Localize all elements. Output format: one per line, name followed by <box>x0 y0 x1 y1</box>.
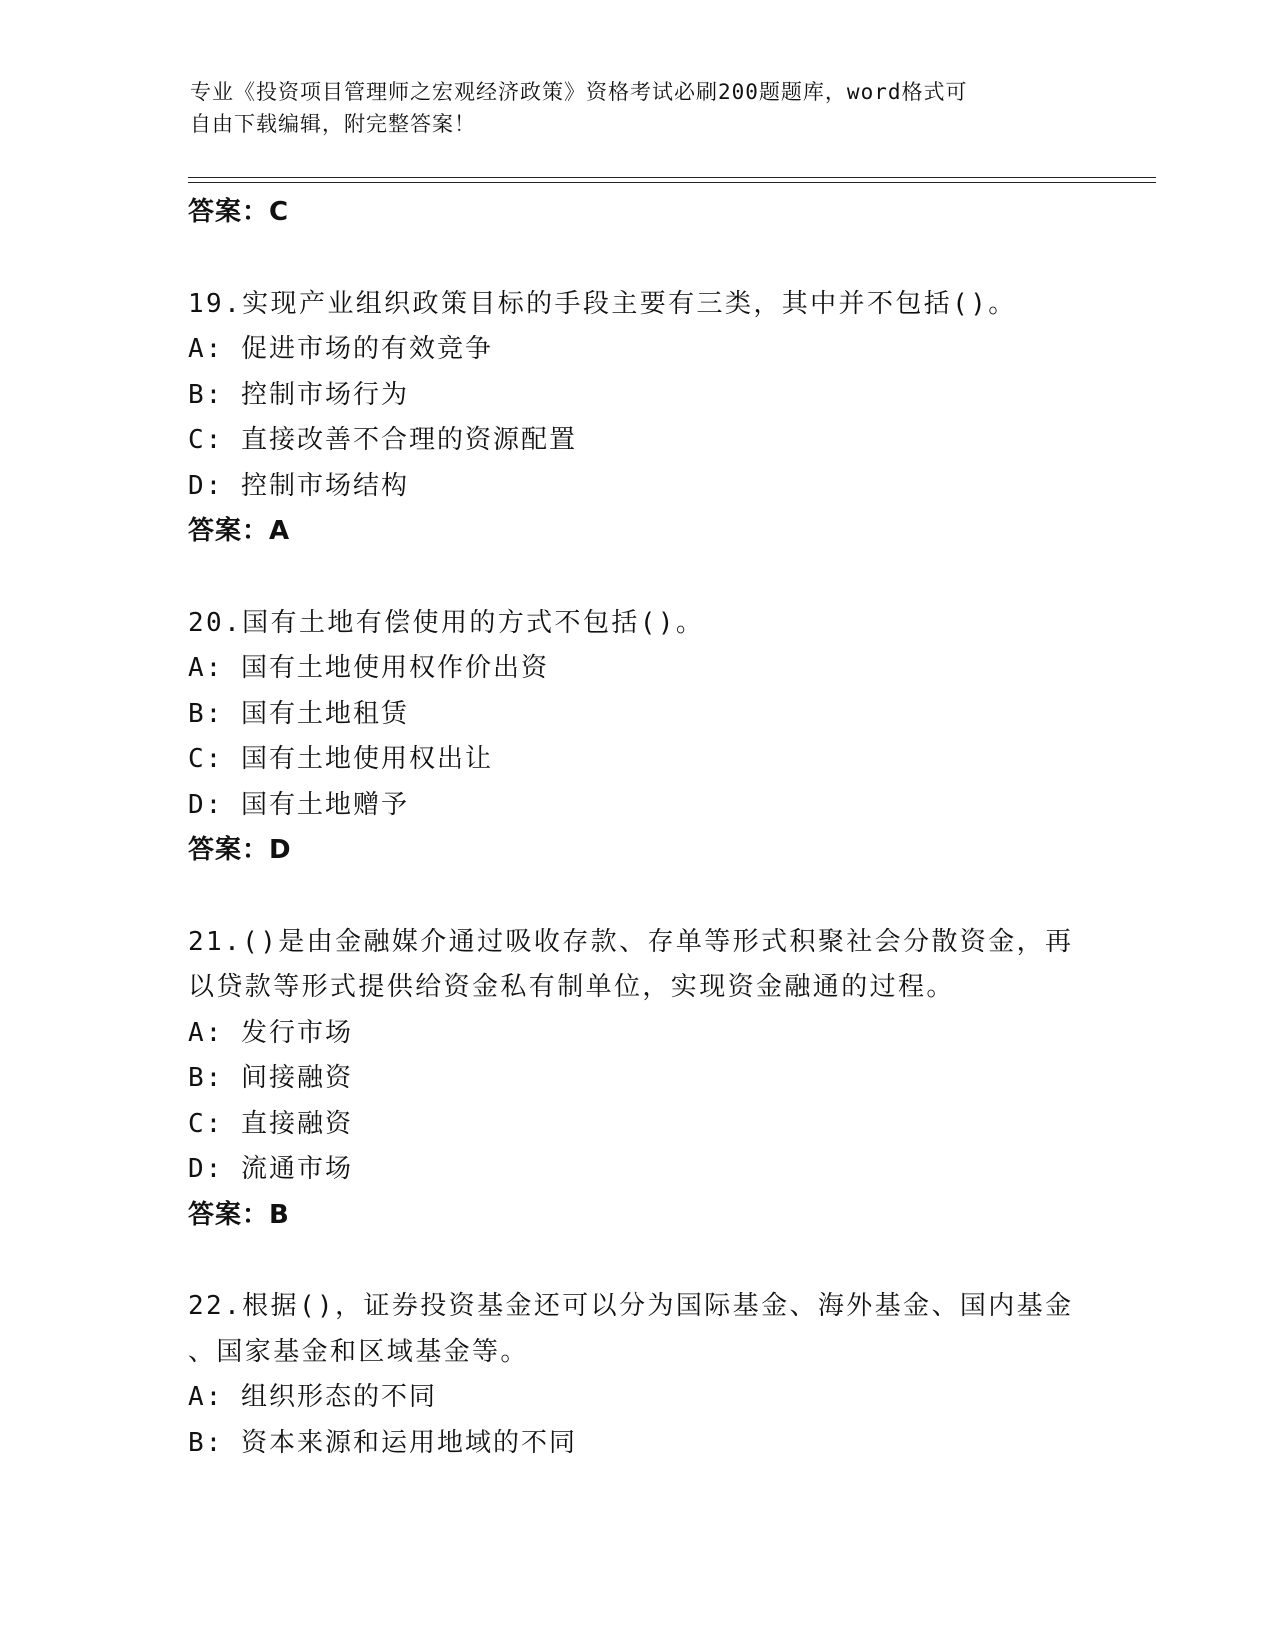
question-stem: 19.实现产业组织政策目标的手段主要有三类，其中并不包括()。 <box>188 288 1017 319</box>
header-divider-bottom <box>188 182 1156 183</box>
option-b: B: 控制市场行为 <box>188 379 409 410</box>
question-21 <box>188 920 1088 1239</box>
question-19 <box>188 282 1088 555</box>
header-line-2: 自由下载编辑，附完整答案！ <box>190 112 476 136</box>
option-a: A: 国有土地使用权作价出资 <box>188 653 549 683</box>
option-b: B: 间接融资 <box>188 1063 353 1093</box>
previous-answer: 答案：C <box>188 197 290 227</box>
answer: 答案：B <box>188 1199 290 1230</box>
answer: 答案：D <box>188 835 292 865</box>
question-stem-line-2: 以贷款等形式提供给资金私有制单位，实现资金融通的过程。 <box>188 972 955 1002</box>
question-stem-line-1: 21.()是由金融媒介通过吸收存款、存单等形式积聚社会分散资金，再 <box>188 926 1074 957</box>
option-c: C: 直接改善不合理的资源配置 <box>188 425 577 455</box>
question-20 <box>188 601 1088 874</box>
option-d: D: 控制市场结构 <box>188 470 409 501</box>
option-a: A: 组织形态的不同 <box>188 1382 437 1412</box>
option-b: B: 国有土地租赁 <box>188 698 409 729</box>
option-c: C: 国有土地使用权出让 <box>188 744 493 774</box>
question-list <box>188 190 1088 1466</box>
spacer <box>188 1238 1088 1284</box>
question-stem-line-2: 、国家基金和区域基金等。 <box>188 1336 529 1367</box>
question-stem: 20.国有土地有偿使用的方式不包括()。 <box>188 607 705 638</box>
document-header <box>190 76 1070 140</box>
header-line-1: 专业《投资项目管理师之宏观经济政策》资格考试必刷200题题库，word格式可 <box>190 80 968 104</box>
spacer <box>188 555 1088 601</box>
spacer <box>188 874 1088 920</box>
question-22 <box>188 1284 1088 1466</box>
option-a: A: 发行市场 <box>188 1017 353 1048</box>
question-stem-line-1: 22.根据()，证券投资基金还可以分为国际基金、海外基金、国内基金 <box>188 1291 1074 1321</box>
answer: 答案：A <box>188 516 291 546</box>
option-d: D: 国有土地赠予 <box>188 789 409 820</box>
option-d: D: 流通市场 <box>188 1154 353 1184</box>
option-a: A: 促进市场的有效竞争 <box>188 334 493 364</box>
spacer <box>188 236 1088 282</box>
option-c: C: 直接融资 <box>188 1108 353 1139</box>
header-divider-top <box>188 177 1156 178</box>
option-b: B: 资本来源和运用地域的不同 <box>188 1427 577 1458</box>
